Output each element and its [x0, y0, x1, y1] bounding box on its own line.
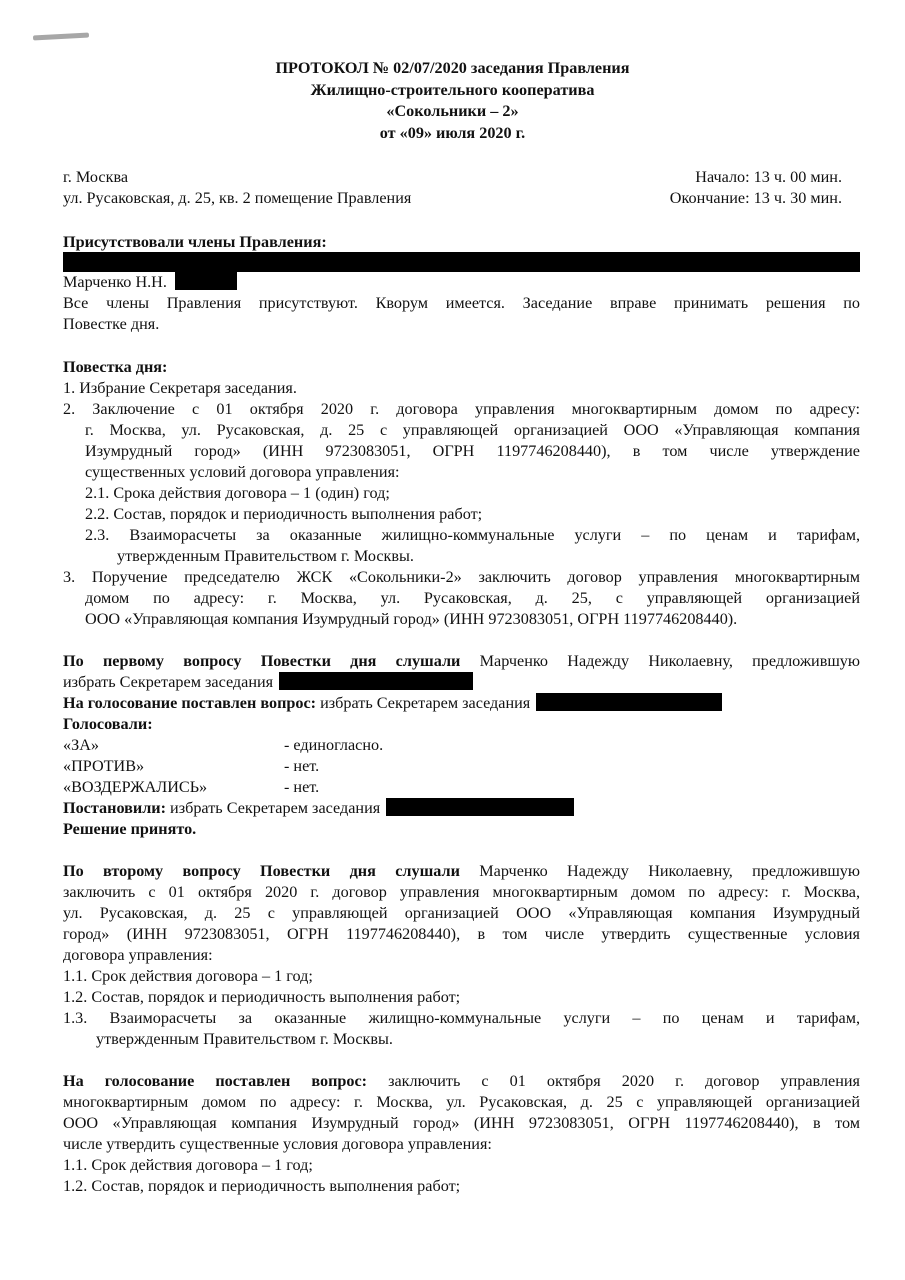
vote-question-label: На голосование поставлен вопрос:	[63, 1072, 368, 1090]
voted-heading: Голосовали:	[63, 715, 153, 733]
heard-line	[63, 672, 860, 693]
condition-item-cont: утвержденным Правительством г. Москвы.	[96, 1030, 393, 1048]
text-line: ул. Русаковская, д. 25 с управляющей организацией ООО «Управляющая компания Изумрудный	[63, 904, 860, 922]
vote-result: - нет.	[284, 757, 320, 775]
text-line: город» (ИНН 9723083051, ОГРН 1197746208440), в том числе утвердить существенные условия	[63, 925, 860, 943]
start-time: Начало: 13 ч. 00 мин.	[695, 168, 842, 186]
quorum-statement	[63, 293, 860, 335]
heard-line	[63, 651, 860, 672]
text-line: многоквартирным домом по адресу: г. Москва, ул. Русаковская, д. 25 с управляющей организацией	[63, 1093, 860, 1111]
vote-row	[63, 756, 860, 777]
decision: Решение принято.	[63, 820, 197, 838]
title-line: ПРОТОКОЛ № 02/07/2020 заседания Правления	[275, 59, 630, 77]
vote-option: «ЗА»	[63, 736, 99, 754]
condition-item: 1.2. Состав, порядок и периодичность выполнения работ;	[63, 988, 461, 1006]
attendee-line	[63, 272, 237, 293]
vote-row	[63, 735, 860, 756]
condition-item: 1.1. Срок действия договора – 1 год;	[63, 967, 313, 985]
title-line: Жилищно-строительного кооператива	[310, 80, 595, 99]
condition-item: 1.1. Срок действия договора – 1 год;	[63, 1156, 313, 1174]
agenda-item-cont: г. Москва, ул. Русаковская, д. 25 с управляющей организацией ООО «Управляющая компания	[85, 421, 860, 439]
redacted-block	[536, 693, 722, 711]
agenda-item-cont: Изумрудный город» (ИНН 9723083051, ОГРН 1197746208440), в том числе утверждение	[85, 442, 860, 460]
agenda-item: 2. Заключение с 01 октября 2020 г. договора управления многоквартирным домом по адресу:	[63, 400, 860, 418]
attendee-name: Марченко Н.Н.	[63, 273, 167, 291]
heard-text: избрать Секретарем заседания	[63, 673, 274, 691]
agenda-subitem: 2.1. Срока действия договора – 1 (один) год;	[85, 484, 390, 502]
agenda-heading: Повестка дня:	[63, 358, 168, 376]
redacted-block	[175, 272, 237, 290]
title-line: от «09» июля 2020 г.	[379, 123, 526, 142]
redacted-block	[63, 252, 860, 272]
agenda-subitem: 2.3. Взаиморасчеты за оказанные жилищно-коммунальные услуги – по ценам и тарифам,	[85, 526, 860, 544]
city: г. Москва	[63, 168, 129, 186]
meeting-address: ул. Русаковская, д. 25, кв. 2 помещение Правления	[63, 189, 412, 207]
attendance-heading: Присутствовали члены Правления:	[63, 233, 327, 251]
resolution-label: Постановили:	[63, 799, 166, 817]
question-2	[63, 861, 860, 1050]
text-line: Все члены Правления присутствуют. Кворум имеется. Заседание вправе принимать решения по	[63, 294, 860, 312]
question-1	[63, 651, 860, 840]
agenda-item-cont: домом по адресу: г. Москва, ул. Русаковская, д. 25, с управляющей организацией	[85, 589, 860, 607]
heard-text: Марченко Надежду Николаевну, предложившую	[460, 652, 860, 670]
end-time: Окончание: 13 ч. 30 мин.	[669, 189, 842, 207]
vote-question	[63, 693, 860, 714]
vote-result: - нет.	[284, 778, 320, 796]
agenda-subitem-cont: утвержденным Правительством г. Москвы.	[117, 547, 414, 565]
text-line: договора управления:	[63, 946, 213, 964]
resolution	[63, 798, 860, 819]
resolution-text: избрать Секретарем заседания	[166, 799, 381, 817]
redacted-block	[279, 672, 473, 690]
agenda-subitem: 2.2. Состав, порядок и периодичность выполнения работ;	[85, 505, 483, 523]
vote-question-text: избрать Секретарем заседания	[316, 694, 531, 712]
vote-question-label: На голосование поставлен вопрос:	[63, 694, 317, 712]
redacted-block	[386, 798, 574, 816]
text-line: ООО «Управляющая компания Изумрудный город» (ИНН 9723083051, ОГРН 1197746208440), в том	[63, 1114, 860, 1132]
text-line: заключить с 01 октября 2020 г. договор управления многоквартирным домом по адресу: г. Москва,	[63, 883, 860, 901]
title-line: «Сокольники – 2»	[386, 102, 519, 120]
agenda-item-cont: существенных условий договора управления:	[85, 463, 400, 481]
heard-label: По первому вопросу Повестки дня слушали	[63, 652, 461, 670]
vote-question	[63, 1071, 860, 1092]
vote-row	[63, 777, 860, 798]
condition-item: 1.2. Состав, порядок и периодичность выполнения работ;	[63, 1177, 461, 1195]
scan-artifact	[33, 33, 89, 41]
condition-item: 1.3. Взаиморасчеты за оказанные жилищно-коммунальные услуги – по ценам и тарифам,	[63, 1009, 860, 1027]
heard-label: По второму вопросу Повестки дня слушали	[63, 862, 460, 880]
agenda-item: 1. Избрание Секретаря заседания.	[63, 379, 297, 397]
vote-option: «ПРОТИВ»	[63, 757, 145, 775]
heard-line	[63, 861, 860, 882]
agenda	[63, 357, 860, 630]
heard-text: Марченко Надежду Николаевну, предложившую	[459, 862, 860, 880]
vote-result: - единогласно.	[284, 736, 384, 754]
vote-option: «ВОЗДЕРЖАЛИСЬ»	[63, 778, 208, 796]
document-title	[0, 58, 905, 144]
agenda-item-cont: ООО «Управляющая компания Изумрудный город» (ИНН 9723083051, ОГРН 1197746208440).	[85, 610, 738, 628]
question-2-vote	[63, 1071, 860, 1197]
text-line: Повестке дня.	[63, 315, 160, 333]
text-line: числе утвердить существенные условия договора управления:	[63, 1135, 492, 1153]
agenda-item: 3. Поручение председателю ЖСК «Сокольники-2» заключить договор управления многоквартирным	[63, 568, 860, 586]
vote-question-text: заключить с 01 октября 2020 г. договор управления	[367, 1072, 860, 1090]
